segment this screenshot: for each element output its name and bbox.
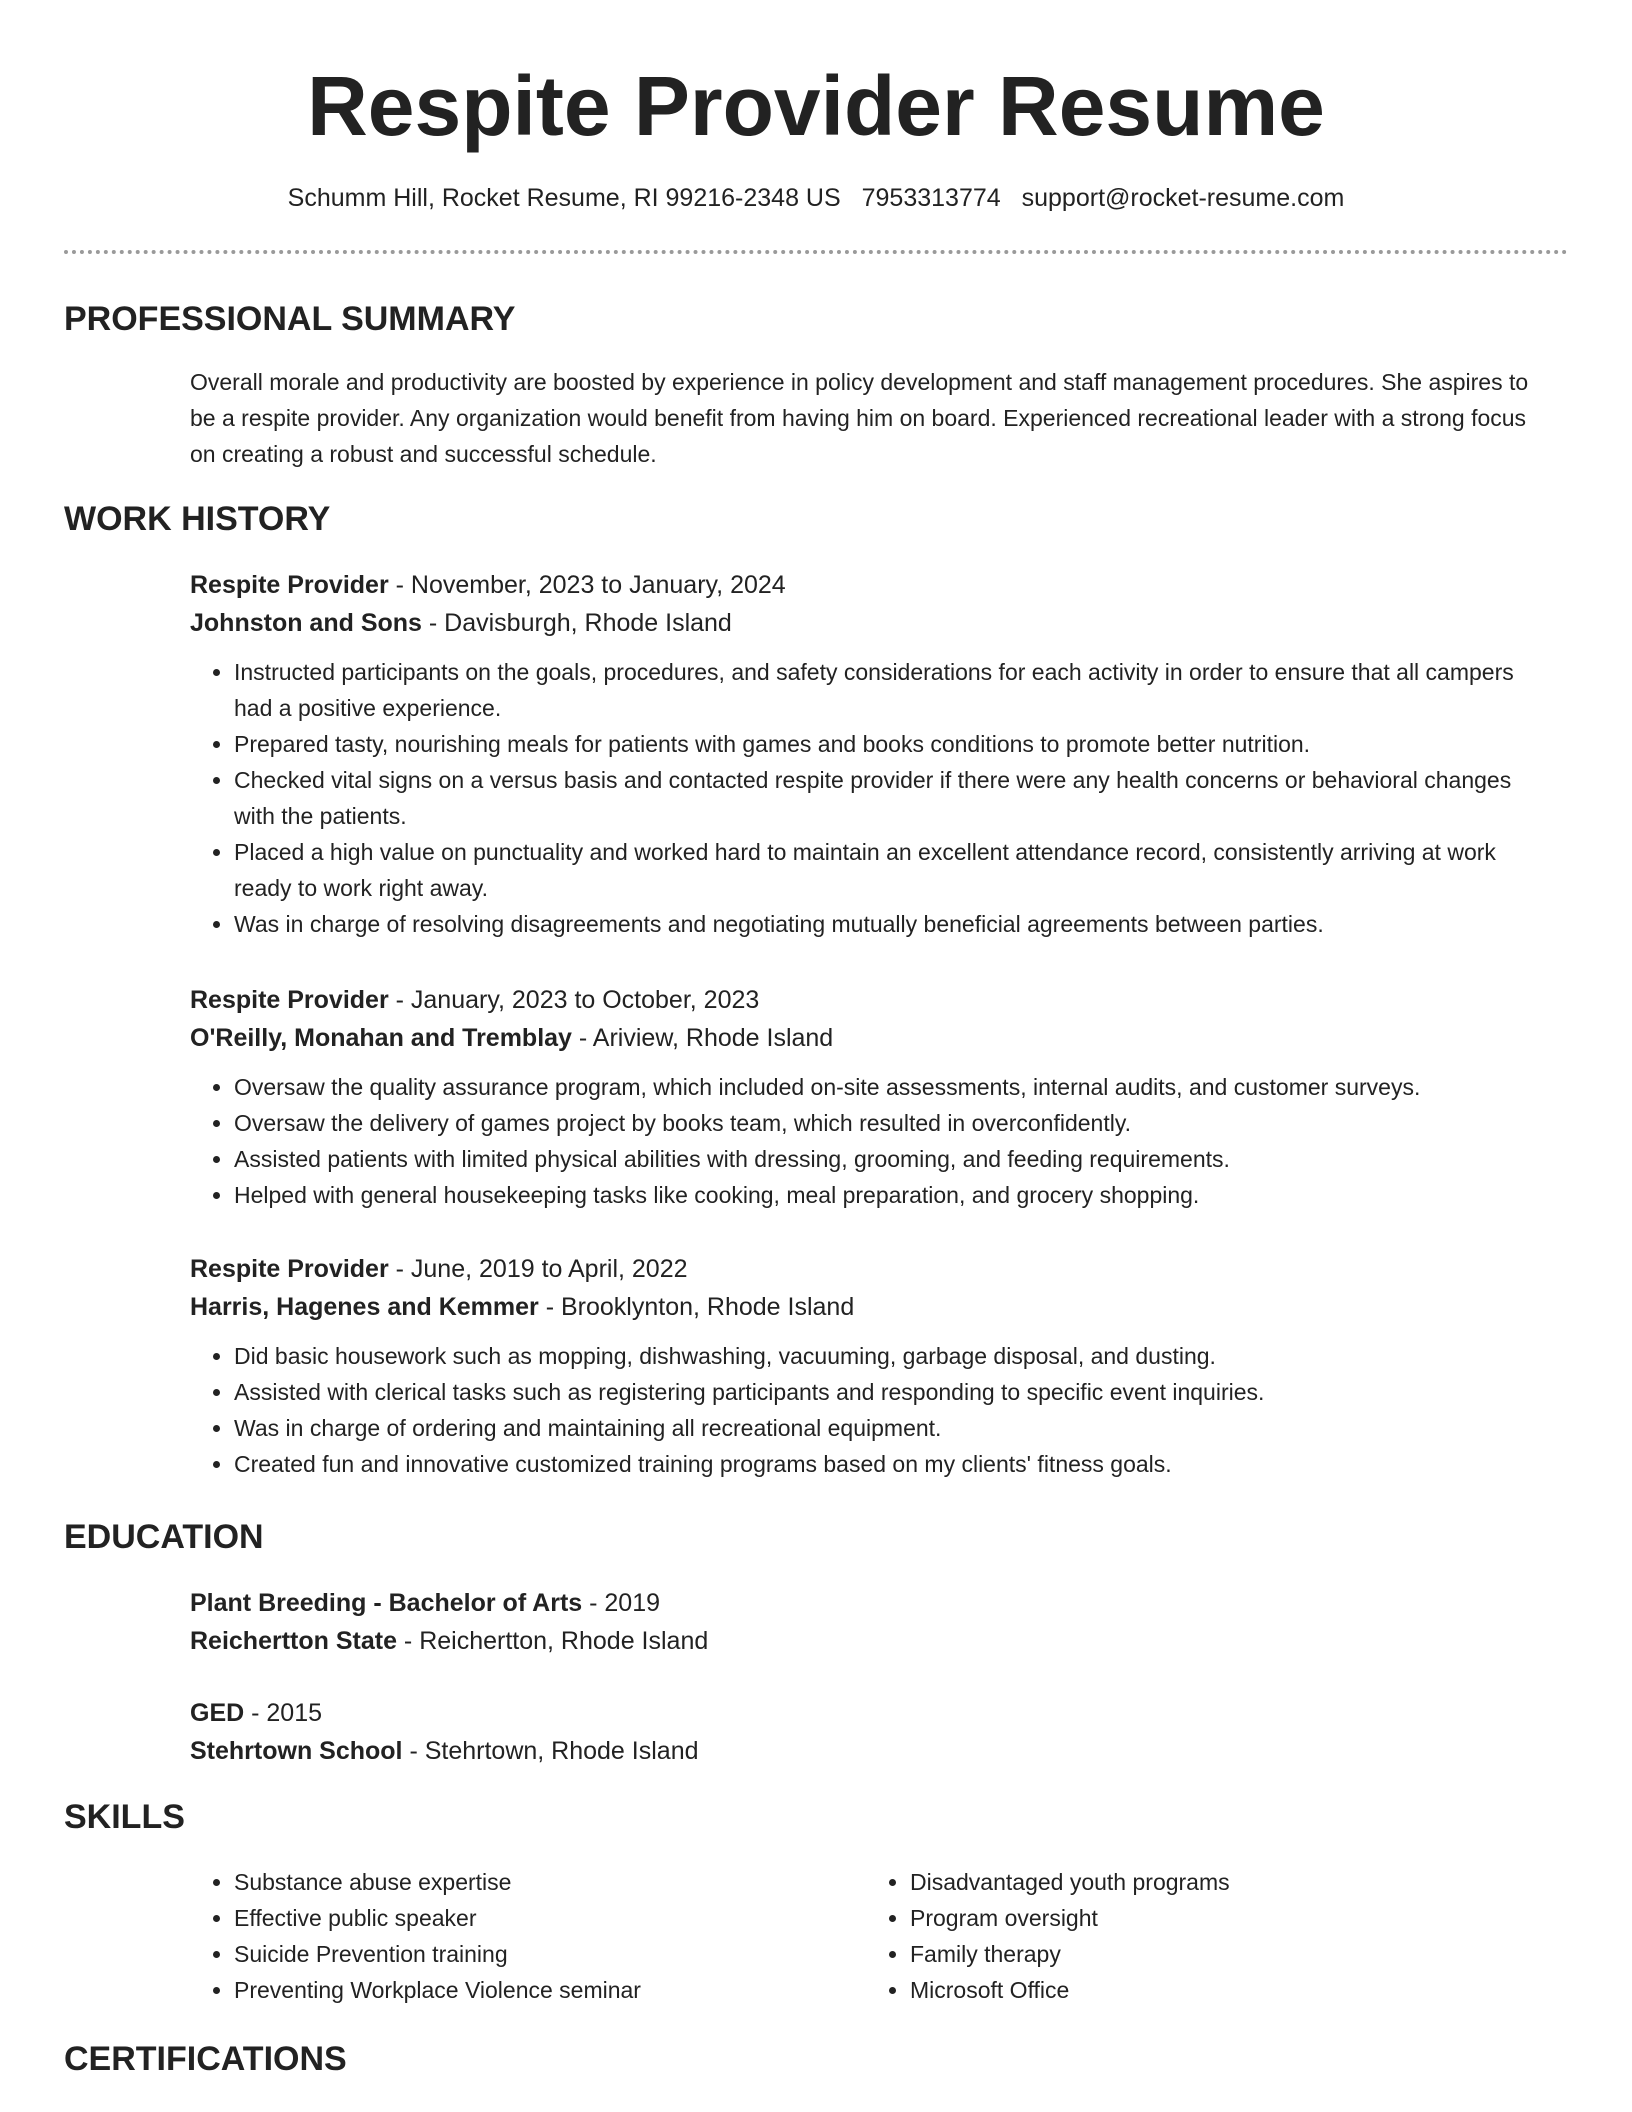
skill-item: • Effective public speaker — [234, 1900, 830, 1936]
job-company: Harris, Hagenes and Kemmer — [190, 1293, 539, 1321]
job-bullet: • Placed a high value on punctuality and worked hard to maintain an excellent attendance record, consistently arriving at work ready to work right away. — [234, 834, 1550, 906]
skill-item: • Preventing Workplace Violence seminar — [234, 1972, 830, 2008]
resume-title: Respite Provider Resume — [307, 59, 1325, 153]
contact-phone: 7953313774 — [861, 184, 1001, 212]
job-title: Respite Provider — [190, 1255, 389, 1283]
education-degree: GED — [190, 1699, 245, 1727]
header-divider — [64, 250, 1568, 254]
education-degree-line — [190, 1694, 1550, 1732]
job-bullet: • Checked vital signs on a versus basis and contacted respite provider if there were any health concerns or behavioral changes with the patients. — [234, 762, 1550, 834]
contact-address: Schumm Hill, Rocket Resume, RI 99216-2348 US — [287, 184, 841, 212]
job-company: O'Reilly, Monahan and Tremblay — [190, 1024, 572, 1052]
job-company-line — [190, 1288, 1550, 1326]
job-company-line — [190, 1019, 1550, 1057]
section-title-education: EDUCATION — [64, 1518, 264, 1556]
job-bullet: • Prepared tasty, nourishing meals for patients with games and books conditions to promote better nutrition. — [234, 726, 1550, 762]
skills-list — [190, 1864, 830, 2008]
section-title-work-history: WORK HISTORY — [64, 500, 331, 538]
job-title: Respite Provider — [190, 986, 389, 1014]
section-title-certifications: CERTIFICATIONS — [64, 2040, 347, 2078]
job-title: Respite Provider — [190, 571, 389, 599]
job-bullets — [190, 654, 1550, 942]
job-dates: - November, 2023 to January, 2024 — [388, 571, 786, 599]
job-bullet: • Did basic housework such as mopping, dishwashing, vacuuming, garbage disposal, and dusting. — [234, 1338, 1550, 1374]
job-bullet: • Instructed participants on the goals, procedures, and safety considerations for each activity in order to ensure that all campers had a positive experience. — [234, 654, 1550, 726]
job-title-line — [190, 566, 1550, 604]
job-bullet: • Oversaw the quality assurance program, which included on-site assessments, internal audits, and customer surveys. — [234, 1069, 1550, 1105]
job-company: Johnston and Sons — [190, 609, 422, 637]
job-dates: - June, 2019 to April, 2022 — [388, 1255, 688, 1283]
job-location: - Ariview, Rhode Island — [571, 1024, 834, 1052]
skill-item: • Suicide Prevention training — [234, 1936, 830, 1972]
summary-block — [190, 364, 1550, 472]
education-year: - 2019 — [582, 1589, 661, 1617]
skill-item: • Program oversight — [910, 1900, 1506, 1936]
education-degree: Plant Breeding - Bachelor of Arts — [190, 1589, 583, 1617]
job-location: - Brooklynton, Rhode Island — [538, 1293, 855, 1321]
job-dates: - January, 2023 to October, 2023 — [388, 986, 760, 1014]
summary-text: Overall morale and productivity are boosted by experience in policy development and staff management procedures. She aspires to be a respite provider. Any organization would benefit from having him on board. Experienced recreational leader with a strong focus on creating a robust and successful schedule. — [190, 369, 1529, 467]
job-bullet: • Assisted with clerical tasks such as registering participants and responding to specific event inquiries. — [234, 1374, 1550, 1410]
job-entry — [190, 566, 1550, 942]
section-title-skills: SKILLS — [64, 1798, 185, 1836]
skills-column-right — [866, 1864, 1506, 2008]
skills-list — [866, 1864, 1506, 2008]
education-school-line — [190, 1732, 1550, 1770]
job-bullet: • Was in charge of ordering and maintaining all recreational equipment. — [234, 1410, 1550, 1446]
job-bullet: • Was in charge of resolving disagreements and negotiating mutually beneficial agreements between parties. — [234, 906, 1550, 942]
job-bullet: • Created fun and innovative customized training programs based on my clients' fitness goals. — [234, 1446, 1550, 1482]
job-bullet: • Assisted patients with limited physical abilities with dressing, grooming, and feeding requirements. — [234, 1141, 1550, 1177]
education-entry — [190, 1584, 1550, 1660]
job-entry — [190, 1250, 1550, 1482]
education-degree-line — [190, 1584, 1550, 1622]
job-entry — [190, 981, 1550, 1213]
skill-item: • Disadvantaged youth programs — [910, 1864, 1506, 1900]
job-bullet: • Oversaw the delivery of games project by books team, which resulted in overconfidently. — [234, 1105, 1550, 1141]
contact-email: support@rocket-resume.com — [1021, 184, 1345, 212]
job-title-line — [190, 1250, 1550, 1288]
job-location: - Davisburgh, Rhode Island — [421, 609, 732, 637]
skills-column-left — [190, 1864, 830, 2008]
section-title-summary: PROFESSIONAL SUMMARY — [64, 300, 516, 338]
skill-item: • Microsoft Office — [910, 1972, 1506, 2008]
education-location: - Reichertton, Rhode Island — [396, 1627, 709, 1655]
education-entry — [190, 1694, 1550, 1770]
education-school: Reichertton State — [190, 1627, 397, 1655]
education-location: - Stehrtown, Rhode Island — [402, 1737, 699, 1765]
skill-item: • Substance abuse expertise — [234, 1864, 830, 1900]
job-bullet: • Helped with general housekeeping tasks like cooking, meal preparation, and grocery shopping. — [234, 1177, 1550, 1213]
skill-item: • Family therapy — [910, 1936, 1506, 1972]
job-title-line — [190, 981, 1550, 1019]
education-school: Stehrtown School — [190, 1737, 403, 1765]
education-school-line — [190, 1622, 1550, 1660]
job-company-line — [190, 604, 1550, 642]
education-year: - 2015 — [244, 1699, 323, 1727]
contact-info — [0, 180, 1632, 216]
job-bullets — [190, 1069, 1550, 1213]
job-bullets — [190, 1338, 1550, 1482]
